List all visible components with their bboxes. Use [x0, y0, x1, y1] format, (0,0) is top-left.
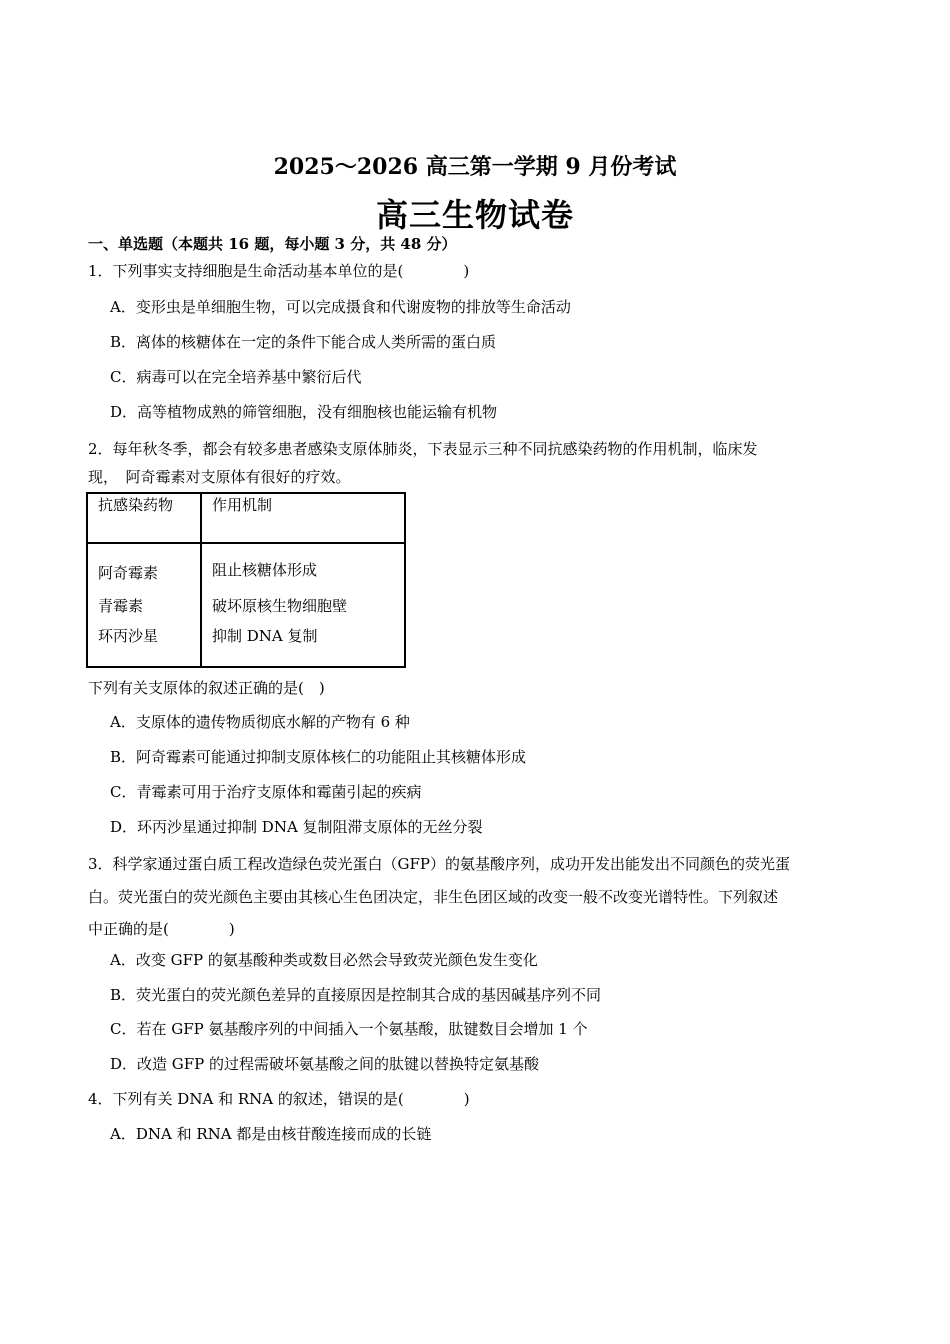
question-3-stem-line-2: 白。荧光蛋白的荧光颜色主要由其核心生色团决定，非生色团区域的改变一般不改变光谱特性。下列叙述	[88, 888, 779, 906]
mechanism-cell-wall: 破坏原核生物细胞壁	[212, 597, 348, 615]
table-header-drug: 抗感染药物	[87, 493, 201, 543]
question-2-option-a: A．支原体的遗传物质彻底水解的产物有 6 种	[110, 713, 410, 731]
question-2-stem-line-1: 2．每年秋冬季，都会有较多患者感染支原体肺炎，下表显示三种不同抗感染药物的作用机制，临床发	[88, 440, 758, 458]
mechanism-dna: 抑制 DNA 复制	[212, 627, 318, 645]
question-3-option-c: C．若在 GFP 氨基酸序列的中间插入一个氨基酸，肽键数目会增加 1 个	[110, 1020, 588, 1038]
section-heading: 一、单选题（本题共 16 题，每小题 3 分，共 48 分）	[88, 235, 457, 253]
exam-subtitle: 2025～2026 高三第一学期 9 月份考试	[273, 154, 677, 180]
question-1-option-a: A．变形虫是单细胞生物，可以完成摄食和代谢废物的排放等生命活动	[110, 298, 571, 316]
mechanism-ribosome: 阻止核糖体形成	[212, 561, 318, 579]
drug-azithromycin: 阿奇霉素	[98, 564, 159, 582]
question-3-stem-line-3: 中正确的是( )	[88, 920, 235, 938]
question-1-stem: 1．下列事实支持细胞是生命活动基本单位的是( )	[88, 262, 470, 280]
question-2-option-d: D．环丙沙星通过抑制 DNA 复制阻滞支原体的无丝分裂	[110, 818, 483, 836]
question-3-option-a: A．改变 GFP 的氨基酸种类或数目必然会导致荧光颜色发生变化	[110, 951, 538, 969]
table-drugs-cell	[87, 543, 201, 667]
drug-penicillin: 青霉素	[98, 597, 144, 615]
question-4-option-a: A．DNA 和 RNA 都是由核苷酸连接而成的长链	[110, 1125, 432, 1143]
question-1-option-b: B．离体的核糖体在一定的条件下能合成人类所需的蛋白质	[110, 333, 497, 351]
exam-title: 高三生物试卷	[375, 196, 574, 234]
table-mechanisms-cell	[201, 543, 405, 667]
question-3-stem-line-1: 3．科学家通过蛋白质工程改造绿色荧光蛋白（GFP）的氨基酸序列，成功开发出能发出不同颜色的荧光蛋	[88, 855, 791, 873]
drug-ciprofloxacin: 环丙沙星	[98, 627, 159, 645]
table-header-mechanism: 作用机制	[201, 493, 405, 543]
question-2-option-c: C．青霉素可用于治疗支原体和霉菌引起的疾病	[110, 783, 422, 801]
drug-mechanism-table	[86, 492, 406, 668]
question-2-option-b: B．阿奇霉素可能通过抑制支原体核仁的功能阻止其核糖体形成	[110, 748, 527, 766]
question-4-stem: 4．下列有关 DNA 和 RNA 的叙述，错误的是( )	[88, 1090, 470, 1108]
question-3-option-b: B．荧光蛋白的荧光颜色差异的直接原因是控制其合成的基因碱基序列不同	[110, 986, 602, 1004]
question-2-prompt: 下列有关支原体的叙述正确的是( )	[88, 679, 325, 697]
question-1-option-d: D．高等植物成熟的筛管细胞，没有细胞核也能运输有机物	[110, 403, 498, 421]
question-1-option-c: C．病毒可以在完全培养基中繁衍后代	[110, 368, 362, 386]
question-2-stem-line-2: 现， 阿奇霉素对支原体有很好的疗效。	[88, 468, 351, 486]
question-3-option-d: D．改造 GFP 的过程需破坏氨基酸之间的肽键以替换特定氨基酸	[110, 1055, 540, 1073]
